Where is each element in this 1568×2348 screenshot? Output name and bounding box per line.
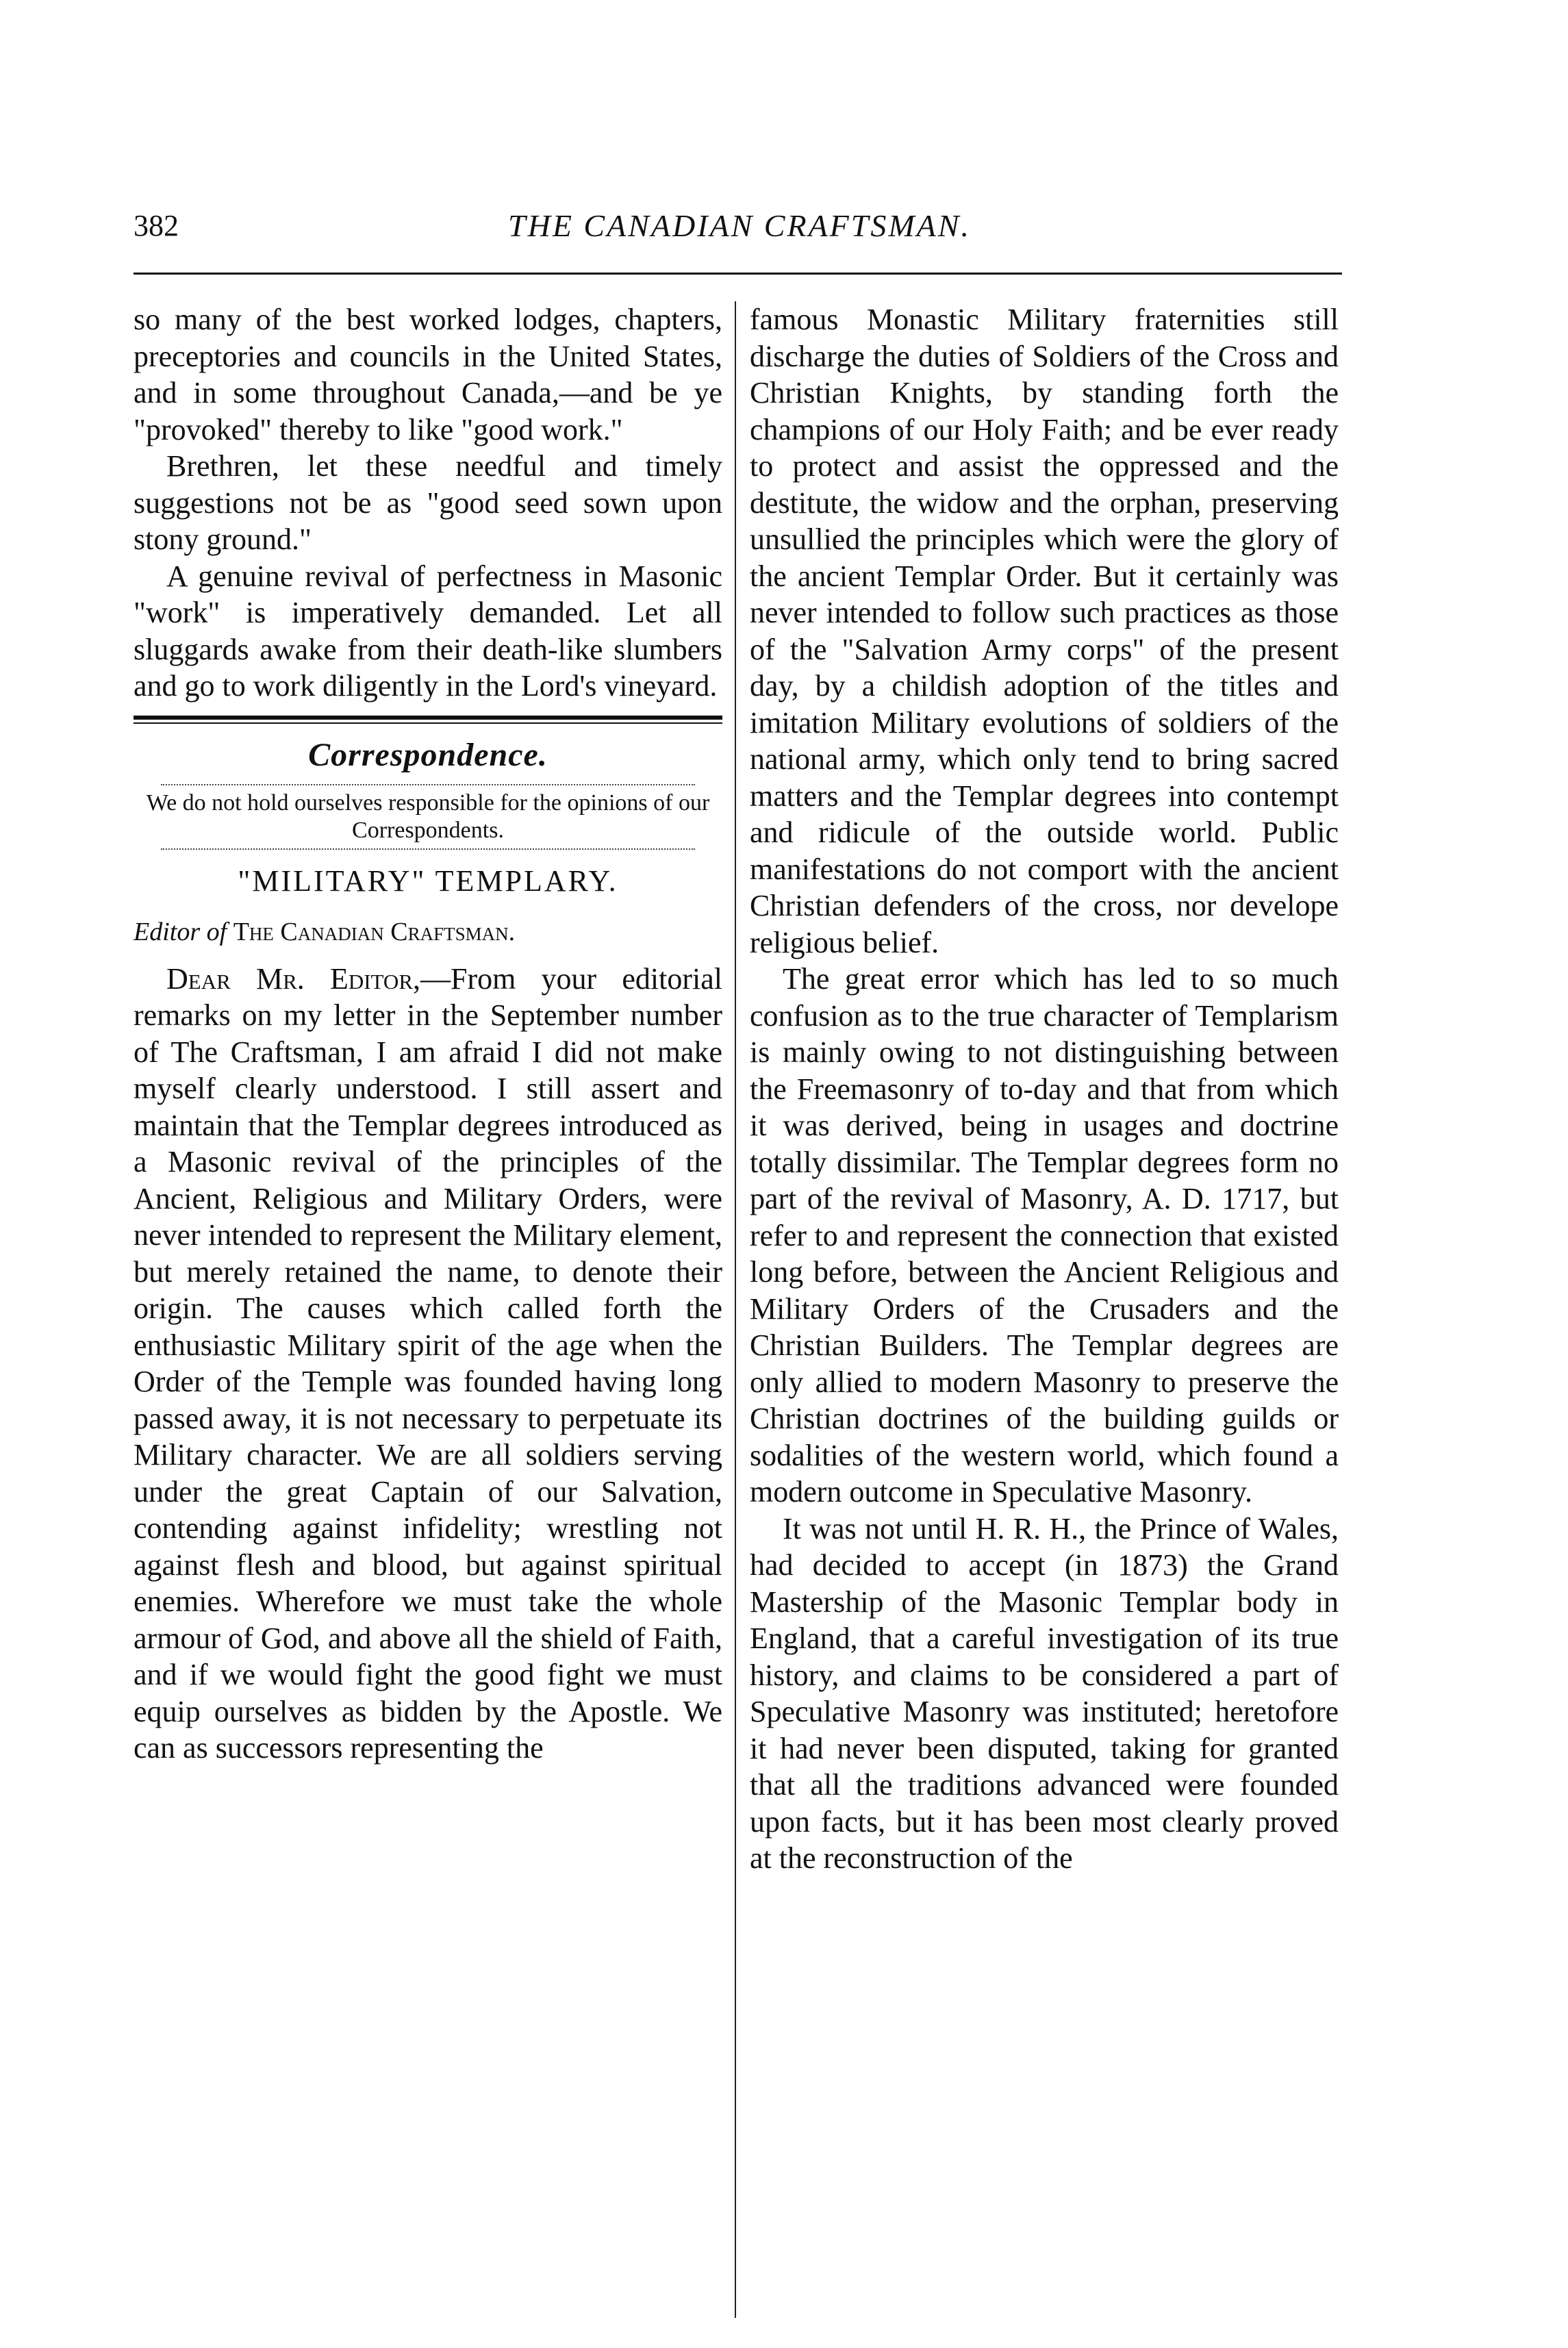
continued-paragraph: famous Monastic Military fraternities still discharge the duties of Soldiers of the Cross and Christian Knights, by standing forth the champions of our Holy Faith; and be ever ready to protect and assist the oppressed and the destitute, the widow and the orphan, preserving unsullied the principles which were the glory of the ancient Templar Order. But it certainly was never intended to follow such practices as those of the "Salvation Army corps" of the present day, by a childish adoption of the titles and imitation Military evolutions of soldiers of the national army, which only tend to bring sacred matters and the Templar degrees into contempt and ridicule of the outside world. Public manifestations do not comport with the ancient Christian defenders of the cross, nor develope religious belief. bbox=[750, 303, 1339, 959]
dotted-rule-bottom bbox=[161, 848, 695, 850]
paragraph-great-error: The great error which has led to so much confusion as to the true character of Templarism is mainly owing to not distinguishing between the Freemasonry of to-day and that from which it was derived, being in usages and doctrine totally dissimilar. The Templar degrees form no part of the revival of Masonry, A. D. 1717, but refer to and represent the connection that existed long before, between the Ancient Religious and Military Orders of the Crusaders and the Christian Builders. The Templar degrees are only allied to modern Masonry to preserve the Christian doctrines of the building guilds or sodalities of the western world, which found a modern outcome in Speculative Masonry. bbox=[750, 962, 1339, 1508]
left-column bbox=[134, 301, 722, 1767]
page-number: 382 bbox=[134, 209, 179, 242]
paragraph-brethren: Brethren, let these needful and timely suggestions not be as "good seed sown upon stony ground." bbox=[134, 449, 722, 556]
right-column bbox=[750, 301, 1339, 1877]
column-divider bbox=[735, 301, 736, 2318]
intro-paragraph: so many of the best worked lodges, chapters, preceptories and councils in the United States, and in some throughout Canada,—and be ye "provoked" thereby to like "good work." bbox=[134, 303, 722, 446]
journal-title: THE CANADIAN CRAFTSMAN. bbox=[508, 208, 971, 243]
dotted-rule-top bbox=[161, 784, 695, 785]
page-header bbox=[134, 205, 1345, 253]
address-publication: The Canadian Craftsman. bbox=[233, 917, 516, 946]
letter-body bbox=[134, 961, 722, 1767]
salutation: Dear Mr. Editor, bbox=[166, 961, 420, 996]
address-line bbox=[134, 913, 722, 951]
address-lead: Editor of bbox=[134, 917, 227, 946]
paragraph-prince-of-wales: It was not until H. R. H., the Prince of Wales, had decided to accept (in 1873) the Grand Mastership of the Masonic Templar body in England, that a careful investigation of its true history, and claims to be considered a part of Speculative Masonry was instituted; heretofore it had never been disputed, taking for granted that all the traditions advanced were founded upon facts, but it has been most clearly proved at the reconstruction of the bbox=[750, 1511, 1339, 1875]
section-rule-thick bbox=[134, 716, 722, 720]
letter-body-text: —From your editorial remarks on my letter in the September number of The Craftsman, I am afraid I did not make myself clearly understood. I still assert and maintain that the Templar degrees introduced as a Masonic revival of the principles of the Ancient, Religious and Military Orders, were never intended to represent the Military element, but merely retained the name, to denote their origin. The causes which called forth the enthusiastic Military spirit of the age when the Order of the Temple was founded having long passed away, it is not necessary to perpetuate its Military character. We are all soldiers serving under the great Captain of our Salvation, contending against infidelity; wrestling not against flesh and blood, but against spiritual enemies. Wherefore we must take the whole armour of God, and above all the shield of Faith, and if we would fight the good fight we must equip ourselves as bidden by the Apostle. We can as successors representing the bbox=[134, 961, 722, 1765]
section-rule-thin bbox=[134, 722, 722, 724]
article-title: "MILITARY" TEMPLARY. bbox=[238, 863, 618, 898]
paragraph-revival: A genuine revival of perfectness in Masonic "work" is imperatively demanded. Let all sluggards awake from their death-like slumbers and go to work diligently in the Lord's vineyard. bbox=[134, 559, 722, 703]
header-rule bbox=[134, 273, 1342, 275]
disclaimer: We do not hold ourselves responsible for the opinions of our Correspondents. bbox=[146, 790, 710, 843]
section-heading: Correspondence. bbox=[308, 736, 548, 773]
